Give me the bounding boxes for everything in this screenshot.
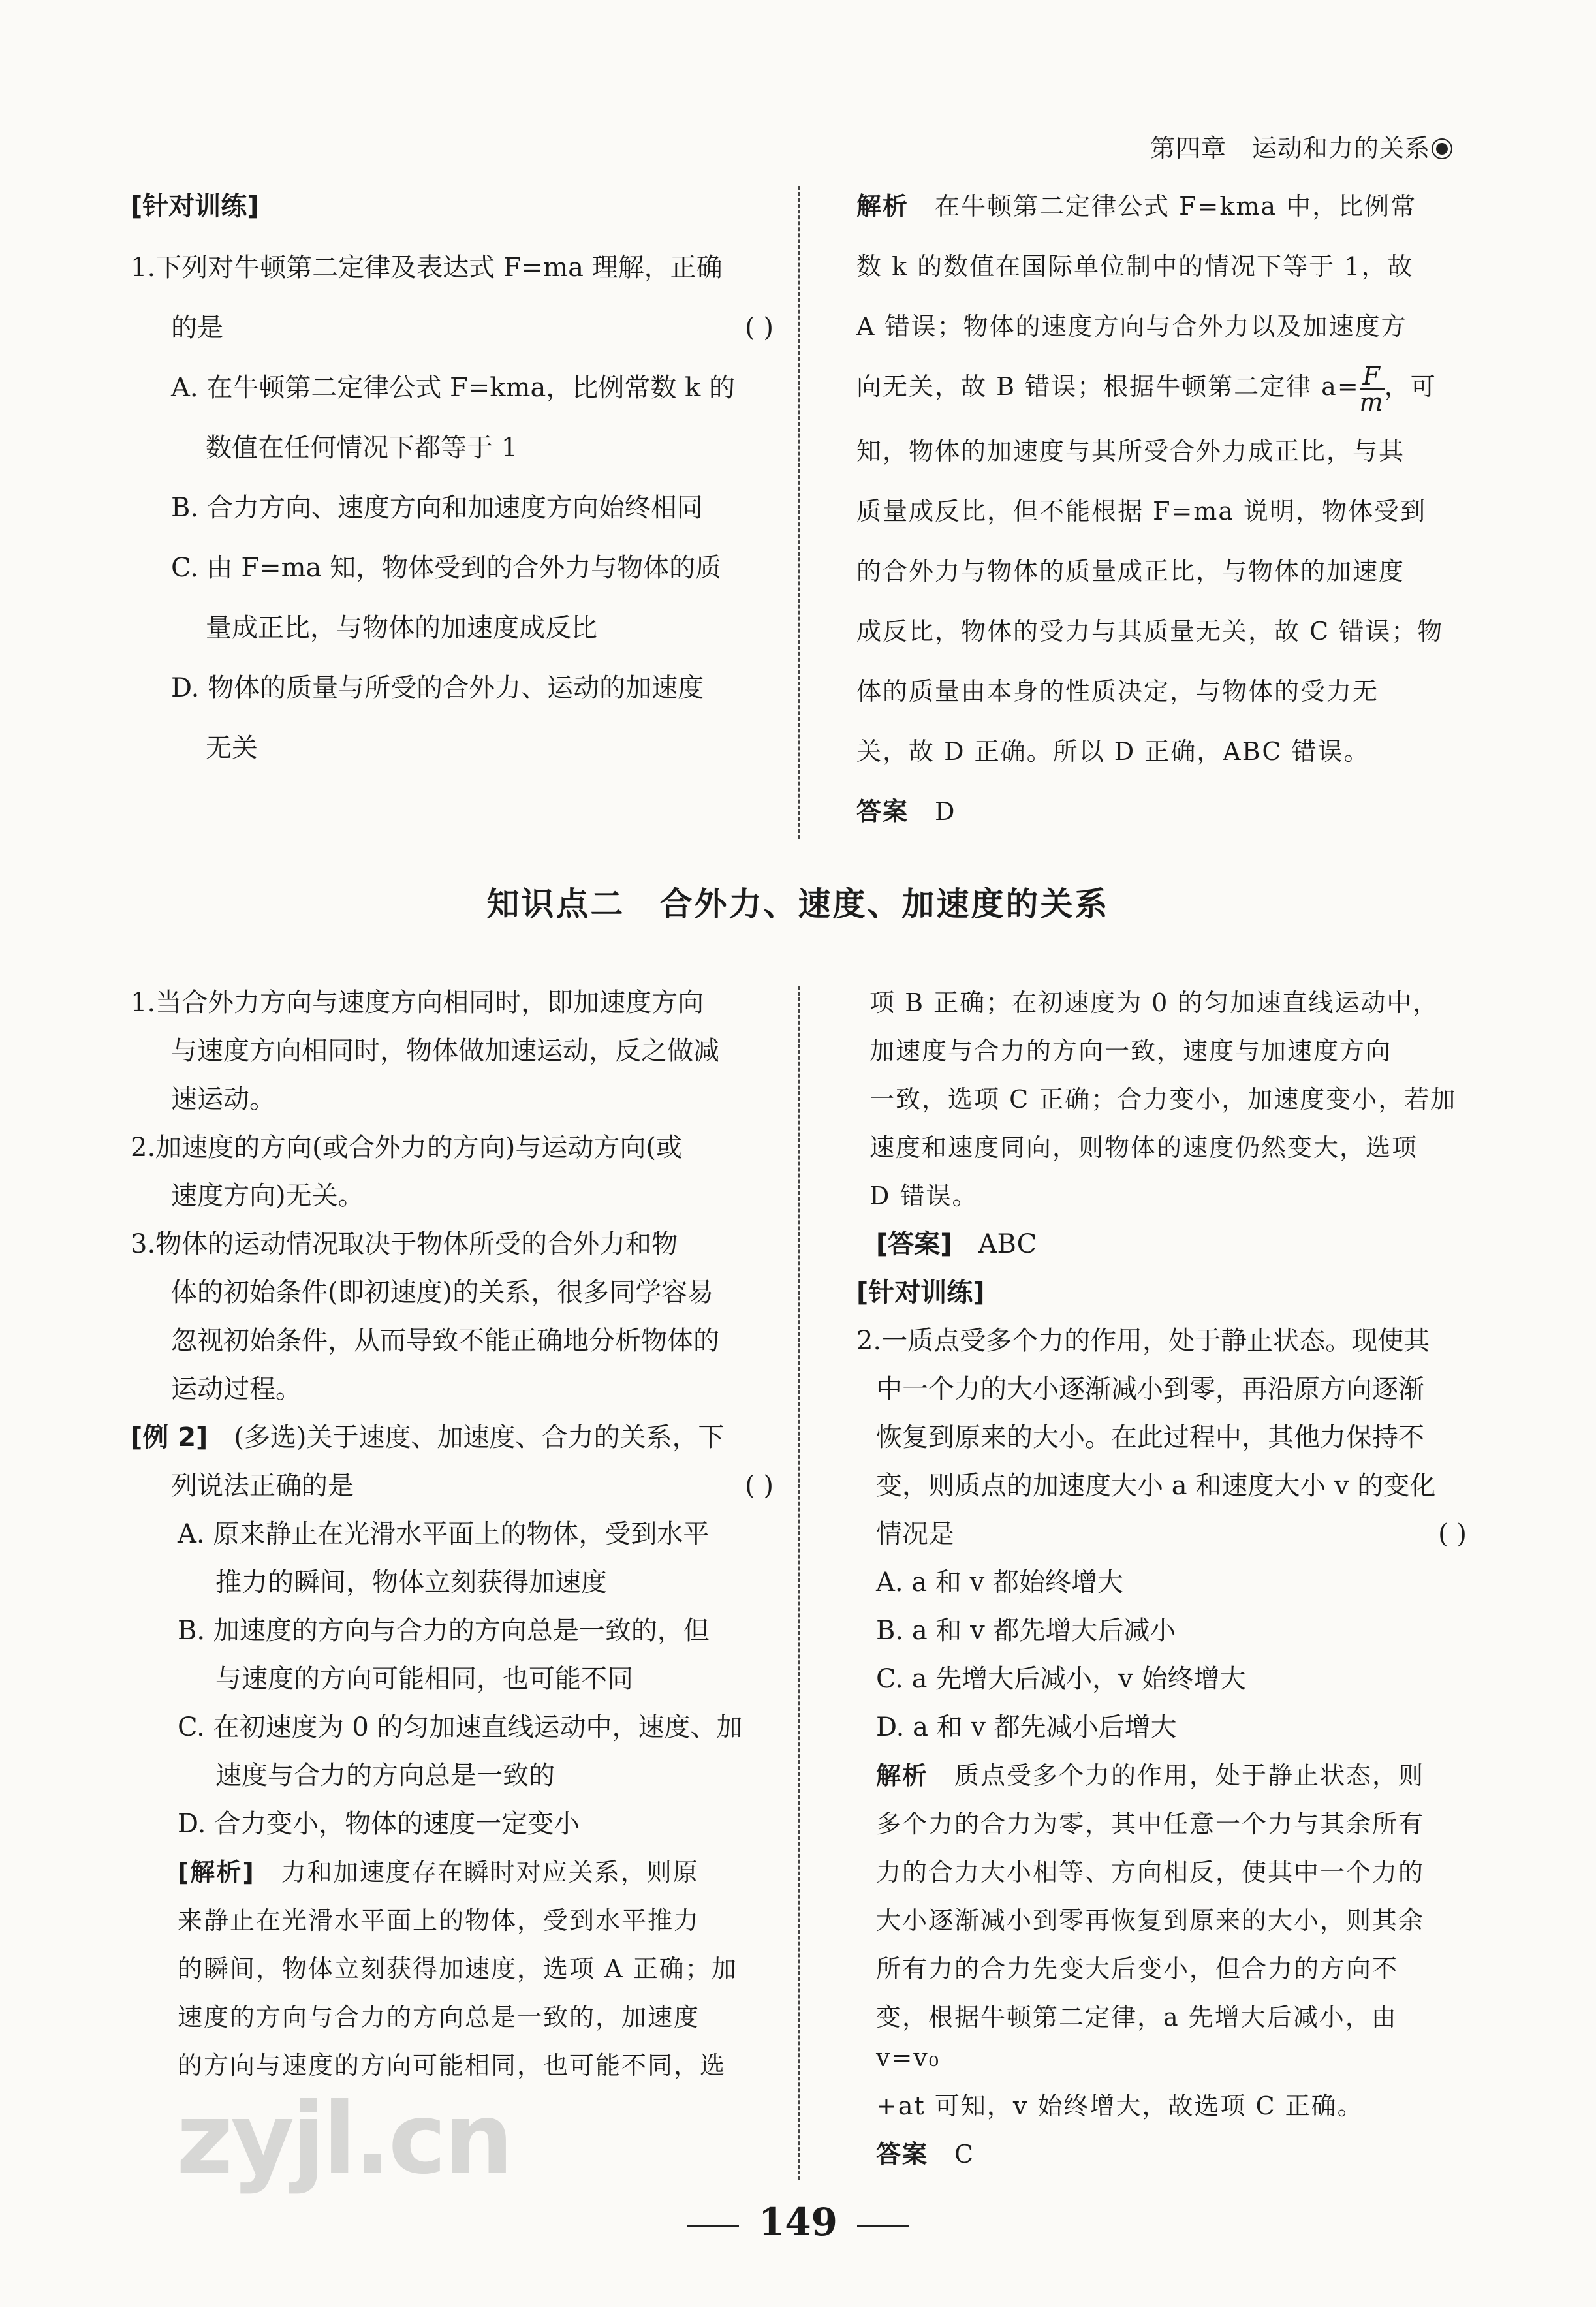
example-solution-1: [解析] 力和加速度存在瞬时对应关系，则原 — [178, 1852, 774, 1892]
solution-line-7: 的合外力与物体的质量成正比，与物体的加速度 — [856, 556, 1405, 586]
top-left-column — [131, 183, 774, 772]
example-solution-8: 一致，选项 C 正确；合力变小，加速度变小，若加 — [869, 1085, 1457, 1114]
point-1-cont: 与速度方向相同时，物体做加速运动，反之做减 — [171, 1036, 719, 1066]
example-option-a: A. 原来静止在光滑水平面上的物体，受到水平 — [178, 1519, 710, 1549]
question-1-cont: 的是 ( ) — [131, 304, 774, 351]
chapter-title: 运动和力的关系 — [1251, 134, 1430, 163]
q2-answer-value: C — [954, 2140, 975, 2169]
question-2: 2.一质点受多个力的作用，处于静止状态。现使其 — [856, 1326, 1430, 1356]
example-answer — [856, 1224, 1467, 1264]
answer-blank: ( ) — [745, 313, 774, 343]
example-solution-6: 项 B 正确；在初速度为 0 的匀加速直线运动中， — [869, 988, 1439, 1017]
solution-line-3: A 错误；物体的速度方向与合外力以及加速度方 — [856, 312, 1407, 341]
watermark-logo: zyjl.cn — [176, 2082, 511, 2196]
bullet-icon — [1433, 140, 1451, 158]
example-2-cont: 列说法正确的是 ( ) — [131, 1466, 774, 1506]
example-answer-value: ABC — [978, 1229, 1037, 1259]
point-1-end: 速运动。 — [171, 1084, 275, 1114]
option-d: D. 物体的质量与所受的合外力、运动的加速度 — [171, 673, 704, 703]
solution-line-8: 成反比，物体的受力与其质量无关，故 C 错误；物 — [856, 616, 1444, 646]
training-tag-2: [针对训练] — [856, 1278, 985, 1308]
option-b: B. 合力方向、速度方向和加速度方向始终相同 — [171, 493, 703, 523]
q2-option-c: C. a 先增大后减小，v 始终增大 — [876, 1664, 1246, 1694]
example-option-c: C. 在初速度为 0 的匀加速直线运动中，速度、加 — [178, 1712, 743, 1742]
question-2-cont2: 恢复到原来的大小。在此过程中，其他力保持不 — [876, 1422, 1424, 1452]
example-option-c-cont: 速度与合力的方向总是一致的 — [215, 1761, 555, 1791]
example-solution-2: 来静止在光滑水平面上的物体，受到水平推力 — [178, 1906, 700, 1935]
option-c: C. 由 F=ma 知，物体受到的合外力与物体的质 — [171, 553, 722, 583]
running-header — [1150, 128, 1451, 164]
example-option-a-cont: 推力的瞬间，物体立刻获得加速度 — [215, 1567, 607, 1597]
solution-label: 解析 — [856, 192, 909, 221]
answer-line — [856, 788, 1467, 835]
example-option-b-cont: 与速度的方向可能相同，也可能不同 — [215, 1664, 633, 1694]
q2-solution-7: +at 可知，v 始终增大，故选项 C 正确。 — [876, 2092, 1364, 2120]
example-solution-4: 速度的方向与合力的方向总是一致的，加速度 — [178, 2003, 700, 2032]
q2-solution-2: 多个力的合力为零，其中任意一个力与其余所有 — [876, 1810, 1425, 1838]
chapter-label: 第四章 — [1150, 134, 1227, 163]
column-divider-top — [798, 186, 800, 839]
option-d-cont: 无关 — [206, 733, 258, 763]
solution-line-2: 数 k 的数值在国际单位制中的情况下等于 1，故 — [856, 252, 1414, 281]
point-1: 1.当合外力方向与速度方向相同时，即加速度方向 — [131, 988, 704, 1018]
solution-line-4: 向无关，故 B 错误；根据牛顿第二定律 a= $\frac{F}{m}$ ，可 — [856, 361, 1437, 416]
training-tag: [针对训练] — [131, 191, 259, 221]
top-right-column — [856, 183, 1467, 835]
point-2-cont: 速度方向)无关。 — [171, 1181, 364, 1211]
example-solution-7: 加速度与合力的方向一致，速度与加速度方向 — [869, 1037, 1392, 1065]
option-a: A. 在牛顿第二定律公式 F=kma，比例常数 k 的 — [171, 373, 735, 403]
example-option-b: B. 加速度的方向与合力的方向总是一致的，但 — [178, 1616, 710, 1646]
dash-right — [857, 2225, 909, 2227]
q2-option-d: D. a 和 v 都先减小后增大 — [876, 1712, 1177, 1742]
answer-label-2: 答案 — [876, 2140, 929, 2169]
q2-solution-3: 力的合力大小相等、方向相反，使其中一个力的 — [876, 1858, 1425, 1887]
option-a-cont: 数值在任何情况下都等于 1 — [206, 433, 518, 463]
point-2: 2.加速度的方向(或合外力的方向)与运动方向(或 — [131, 1133, 682, 1163]
question-1: 1.下列对牛顿第二定律及表达式 F=ma 理解，正确 — [131, 253, 723, 283]
question-2-cont3: 变，则质点的加速度大小 a 和速度大小 v 的变化 — [876, 1471, 1436, 1501]
solution-line-9: 体的质量由本身的性质决定，与物体的受力无 — [856, 676, 1379, 706]
solution-line-6: 质量成反比，但不能根据 F=ma 说明，物体受到 — [856, 496, 1427, 526]
question-2-end: 情况是 ( ) — [856, 1514, 1467, 1554]
answer-blank: ( ) — [1438, 1519, 1467, 1549]
point-3-cont2: 忽视初始条件，从而导致不能正确地分析物体的 — [171, 1326, 719, 1356]
solution-tag: [解析] — [178, 1858, 255, 1887]
solution-line-5: 知，物体的加速度与其所受合外力成正比，与其 — [856, 436, 1405, 465]
example-solution-3: 的瞬间，物体立刻获得加速度，选项 A 正确；加 — [178, 1954, 738, 1983]
q2-solution-5: 所有力的合力先变大后变小，但合力的方向不 — [876, 1954, 1399, 1983]
answer-blank: ( ) — [745, 1471, 774, 1501]
q2-option-b: B. a 和 v 都先增大后减小 — [876, 1616, 1176, 1646]
example-tag: [例 2] — [131, 1422, 208, 1452]
page-number: 149 — [0, 2200, 1596, 2244]
solution-label-2: 解析 — [876, 1761, 929, 1790]
q2-solution-6: 变，根据牛顿第二定律，a 先增大后减小，由 v=v₀ — [876, 2003, 1398, 2072]
point-3-cont: 体的初始条件(即初速度)的关系，很多同学容易 — [171, 1278, 714, 1308]
question-2-cont: 中一个力的大小逐渐减小到零，再沿原方向逐渐 — [876, 1374, 1424, 1404]
solution-line-1: 解析 在牛顿第二定律公式 F=kma 中，比例常 — [856, 192, 1417, 221]
fraction-f-over-m: $\frac{F}{m}$ — [1359, 361, 1385, 416]
section-title: 知识点二 合外力、速度、加速度的关系 — [486, 885, 1110, 923]
q2-option-a: A. a 和 v 都始终增大 — [876, 1567, 1123, 1597]
point-3: 3.物体的运动情况取决于物体所受的合外力和物 — [131, 1229, 678, 1259]
q2-answer — [876, 2134, 1467, 2174]
example-solution-5: 的方向与速度的方向可能相同，也可能不同，选 — [178, 2051, 727, 2080]
example-solution-9: 速度和速度同向，则物体的速度仍然变大，选项 — [869, 1133, 1418, 1162]
example-2: [例 2] (多选)关于速度、加速度、合力的关系，下 — [131, 1417, 774, 1458]
point-3-end: 运动过程。 — [171, 1374, 302, 1404]
answer-tag: [答案] — [876, 1229, 952, 1259]
column-divider-bottom — [798, 986, 800, 2180]
dash-left — [687, 2225, 739, 2227]
q2-solution-1: 解析 质点受多个力的作用，处于静止状态，则 — [876, 1761, 1425, 1790]
answer-label: 答案 — [856, 796, 909, 826]
solution-line-10: 关，故 D 正确。所以 D 正确，ABC 错误。 — [856, 736, 1370, 766]
option-c-cont: 量成正比，与物体的加速度成反比 — [206, 613, 597, 643]
bottom-left-column — [131, 982, 774, 2086]
bottom-right-column — [856, 982, 1467, 2174]
example-solution-10: D 错误。 — [869, 1182, 978, 1210]
q2-solution-4: 大小逐渐减小到零再恢复到原来的大小，则其余 — [876, 1906, 1425, 1935]
answer-value: D — [935, 796, 956, 826]
example-option-d: D. 合力变小，物体的速度一定变小 — [178, 1809, 580, 1839]
